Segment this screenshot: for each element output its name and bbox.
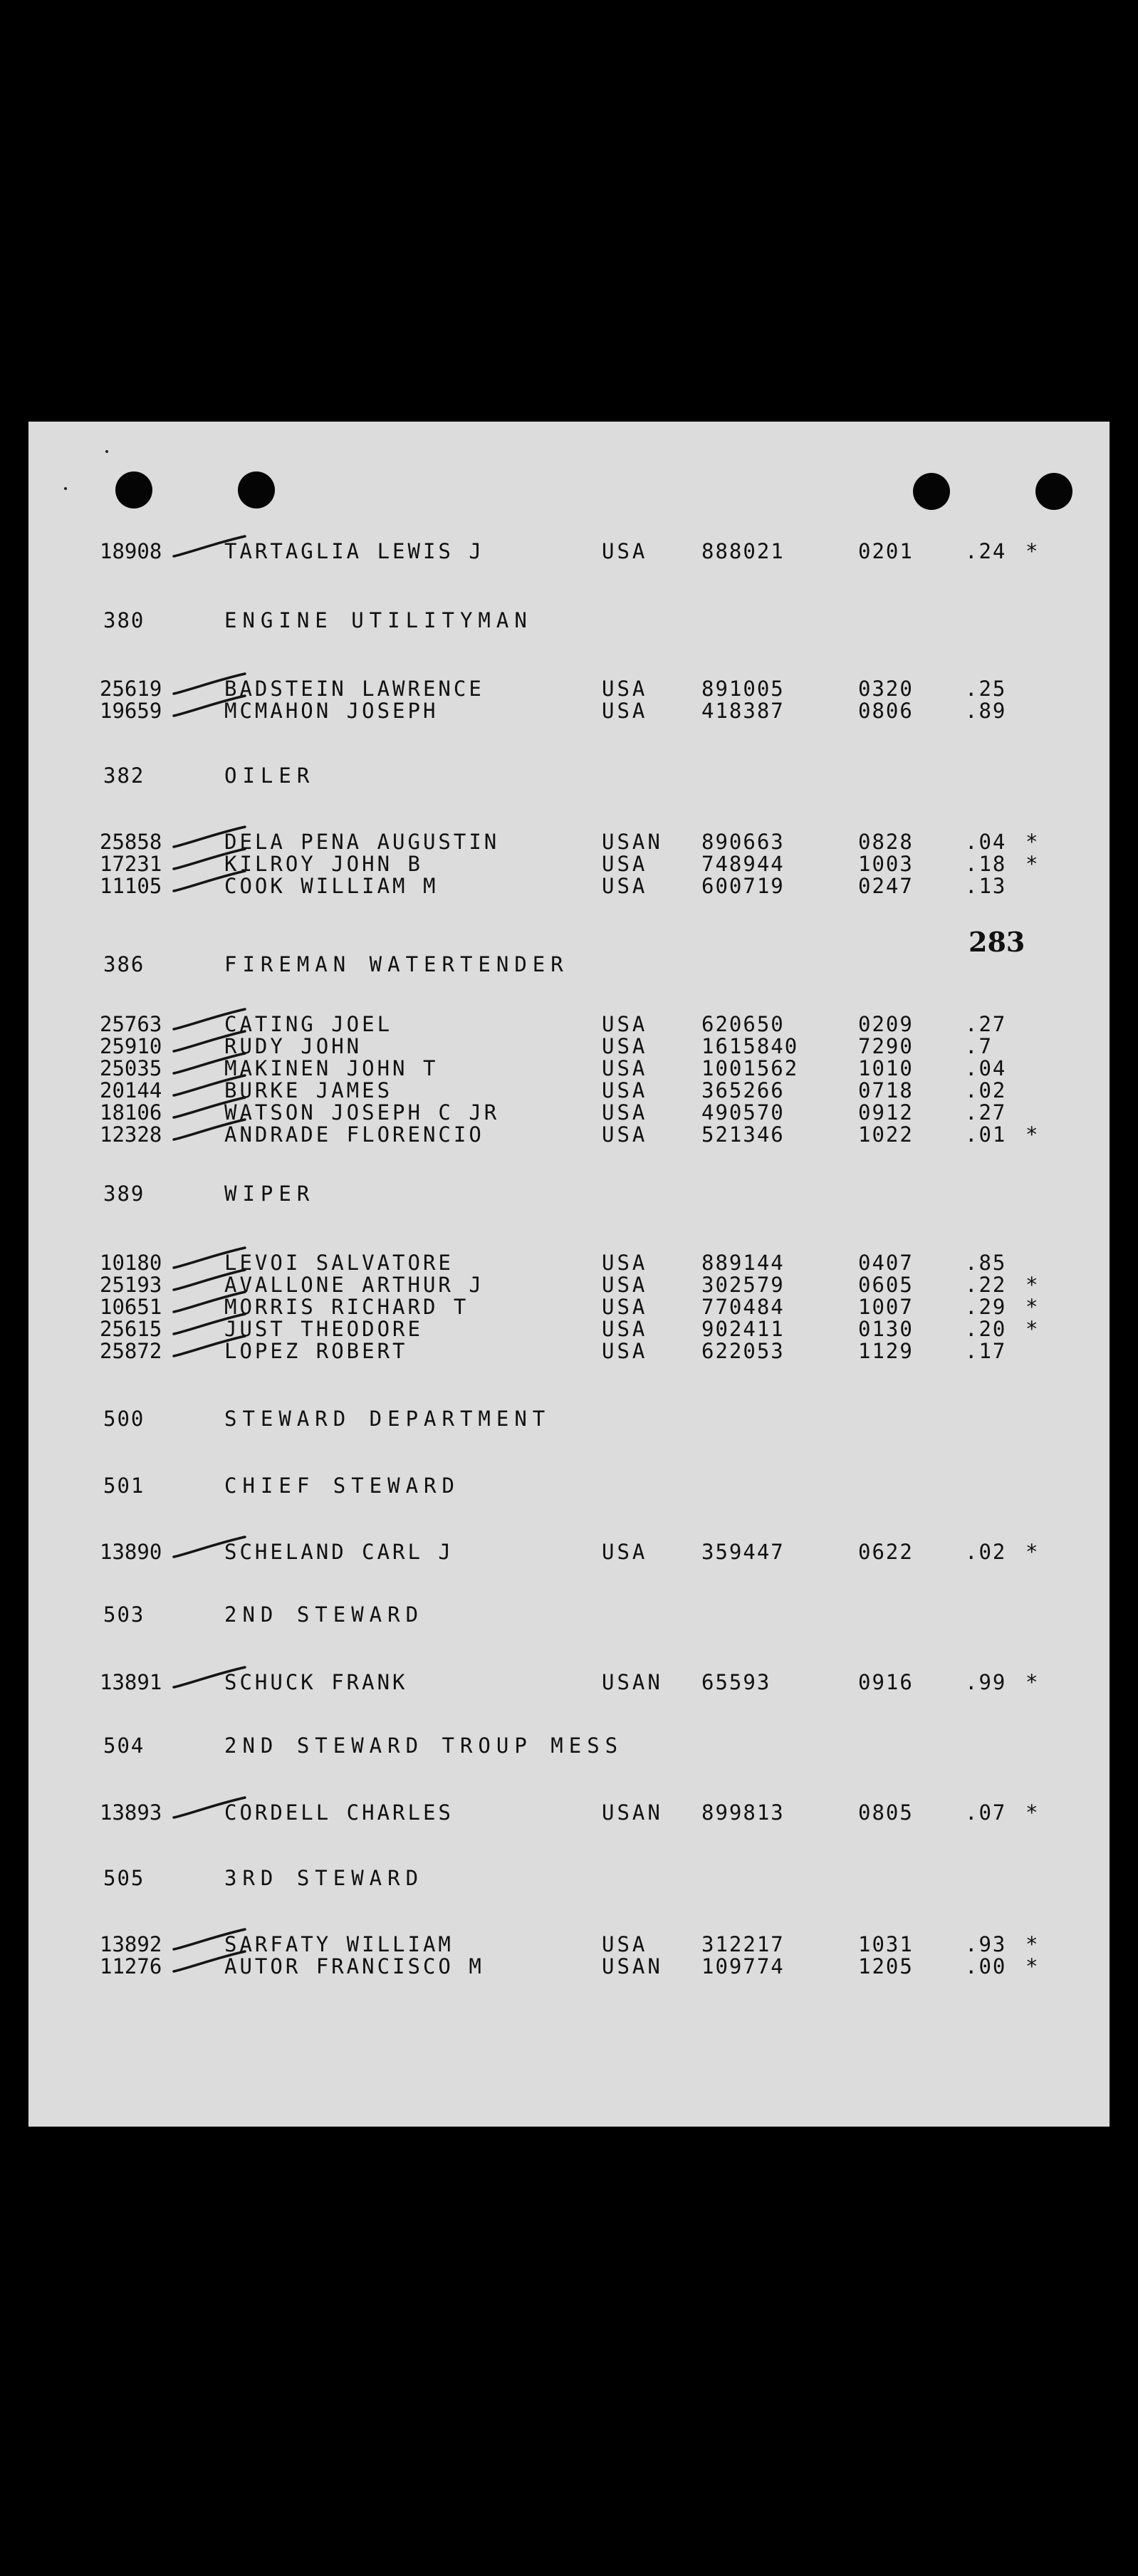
entry-id: 20144 [100,1078,162,1102]
entry-number: 109774 [701,1954,785,1978]
entry-number: 748944 [701,852,785,876]
entry-citizenship: USAN [602,1670,663,1694]
entry-date: 0201 [858,539,914,563]
entry-number: 888021 [701,539,785,563]
section-code: 503 [103,1602,145,1627]
entry-id: 12328 [100,1122,162,1147]
entry-citizenship: USA [602,874,648,898]
entry-star: * [1025,1273,1038,1297]
entry-name: COOK WILLIAM M [224,874,439,898]
entry-name: SCHELAND CARL J [224,1540,454,1564]
entry-rate: .04 [965,1056,1007,1080]
entry-name: BURKE JAMES [224,1078,393,1102]
entry-citizenship: USA [602,699,648,723]
entry-date: 1129 [858,1339,914,1363]
entry-name: TARTAGLIA LEWIS J [224,539,484,563]
entry-date: 0130 [858,1317,914,1341]
entry-citizenship: USA [602,1034,648,1058]
entry-name: SCHUCK FRANK [224,1670,408,1694]
entry-id: 13892 [100,1932,162,1956]
entry-star: * [1025,1954,1038,1978]
entry-id: 10180 [100,1251,162,1275]
entry-name: BADSTEIN LAWRENCE [224,677,484,701]
entry-name: JUST THEODORE [224,1317,423,1341]
entry-citizenship: USA [602,539,648,563]
entry-name: CORDELL CHARLES [224,1800,454,1825]
check-mark-icon [171,1664,249,1693]
entry-citizenship: USA [602,1317,648,1341]
section-code: 382 [103,763,145,788]
entry-name: AVALLONE ARTHUR J [224,1273,484,1297]
entry-number: 418387 [701,699,785,723]
entry-citizenship: USA [602,1339,648,1363]
entry-name: CATING JOEL [224,1012,393,1036]
entry-number: 65593 [701,1670,771,1694]
check-mark-icon [171,1117,249,1145]
entry-citizenship: USA [602,1273,648,1297]
entry-rate: .22 [965,1273,1007,1297]
entry-rate: .02 [965,1078,1007,1102]
section-code: 380 [103,608,145,632]
entry-star: * [1025,539,1038,563]
section-code: 504 [103,1733,145,1758]
entry-name: RUDY JOHN [224,1034,362,1058]
entry-number: 490570 [701,1100,785,1125]
section-code: 505 [103,1866,145,1890]
entry-name: DELA PENA AUGUSTIN [224,830,500,854]
entry-number: 899813 [701,1800,785,1825]
entry-number: 902411 [701,1317,785,1341]
section-title: FIREMAN WATERTENDER [224,952,569,976]
entry-name: MORRIS RICHARD T [224,1295,469,1319]
check-mark-icon [171,1949,249,1977]
check-mark-icon [171,1534,249,1563]
entry-name: LEVOI SALVATORE [224,1251,454,1275]
entry-date: 0247 [858,874,914,898]
entry-date: 7290 [858,1034,914,1058]
entry-rate: .24 [965,539,1007,563]
entry-citizenship: USA [602,1251,648,1275]
entry-citizenship: USA [602,677,648,701]
entry-id: 25872 [100,1339,162,1363]
entry-number: 1001562 [701,1056,799,1080]
entry-rate: .00 [965,1954,1007,1978]
entry-number: 890663 [701,830,785,854]
entry-date: 0828 [858,830,914,854]
entry-id: 25910 [100,1034,162,1058]
entry-rate: .85 [965,1251,1007,1275]
section-code: 386 [103,952,145,976]
entry-citizenship: USA [602,1540,648,1564]
entry-id: 11276 [100,1954,162,1978]
entry-number: 365266 [701,1078,785,1102]
entry-number: 620650 [701,1012,785,1036]
entry-rate: .02 [965,1540,1007,1564]
entry-citizenship: USA [602,1100,648,1125]
document-sheet [28,422,1110,2127]
entry-name: SARFATY WILLIAM [224,1932,454,1956]
entry-star: * [1025,1932,1038,1956]
crew-list [28,422,1110,2127]
entry-id: 25615 [100,1317,162,1341]
section-title: WIPER [224,1182,315,1206]
section-title: ENGINE UTILITYMAN [224,608,533,632]
entry-id: 25763 [100,1012,162,1036]
entry-number: 600719 [701,874,785,898]
entry-rate: .17 [965,1339,1007,1363]
entry-number: 889144 [701,1251,785,1275]
entry-star: * [1025,1670,1038,1694]
entry-number: 891005 [701,677,785,701]
check-mark-icon [171,1333,249,1362]
entry-star: * [1025,1540,1038,1564]
section-title: CHIEF STEWARD [224,1474,460,1498]
entry-date: 0605 [858,1273,914,1297]
page-number: 283 [969,926,1025,958]
entry-number: 622053 [701,1339,785,1363]
entry-date: 1003 [858,852,914,876]
entry-id: 13893 [100,1800,162,1825]
entry-date: 1022 [858,1122,914,1147]
entry-date: 1205 [858,1954,914,1978]
entry-date: 0912 [858,1100,914,1125]
entry-number: 1615840 [701,1034,799,1058]
entry-star: * [1025,852,1038,876]
entry-id: 25858 [100,830,162,854]
entry-citizenship: USAN [602,1800,663,1825]
entry-id: 10651 [100,1295,162,1319]
entry-citizenship: USA [602,1932,648,1956]
entry-id: 18106 [100,1100,162,1125]
entry-name: LOPEZ ROBERT [224,1339,408,1363]
entry-number: 770484 [701,1295,785,1319]
entry-rate: .93 [965,1932,1007,1956]
entry-date: 1031 [858,1932,914,1956]
check-mark-icon [171,1795,249,1823]
entry-citizenship: USA [602,1122,648,1147]
entry-date: 1010 [858,1056,914,1080]
entry-name: MAKINEN JOHN T [224,1056,439,1080]
entry-id: 19659 [100,699,162,723]
entry-date: 0622 [858,1540,914,1564]
entry-id: 25193 [100,1273,162,1297]
check-mark-icon [171,693,249,721]
section-title: 2ND STEWARD [224,1602,424,1627]
entry-number: 521346 [701,1122,785,1147]
section-code: 501 [103,1474,145,1498]
section-title: 3RD STEWARD [224,1866,424,1890]
section-title: STEWARD DEPARTMENT [224,1407,551,1431]
section-title: OILER [224,763,315,788]
entry-rate: .20 [965,1317,1007,1341]
entry-name: WATSON JOSEPH C JR [224,1100,500,1125]
entry-citizenship: USA [602,1078,648,1102]
entry-rate: .13 [965,874,1007,898]
entry-rate: .04 [965,830,1007,854]
entry-id: 13890 [100,1540,162,1564]
entry-id: 13891 [100,1670,162,1694]
entry-rate: .7 [965,1034,993,1058]
entry-date: 0407 [858,1251,914,1275]
entry-id: 25035 [100,1056,162,1080]
entry-star: * [1025,1800,1038,1825]
entry-name: MCMAHON JOSEPH [224,699,439,723]
entry-citizenship: USA [602,1295,648,1319]
entry-citizenship: USAN [602,830,663,854]
entry-number: 359447 [701,1540,785,1564]
entry-date: 0320 [858,677,914,701]
check-mark-icon [171,868,249,897]
entry-number: 312217 [701,1932,785,1956]
section-code: 389 [103,1182,145,1206]
entry-citizenship: USA [602,1056,648,1080]
entry-id: 11105 [100,874,162,898]
entry-star: * [1025,1295,1038,1319]
entry-rate: .18 [965,852,1007,876]
entry-name: KILROY JOHN B [224,852,423,876]
entry-star: * [1025,830,1038,854]
entry-date: 0916 [858,1670,914,1694]
entry-date: 0805 [858,1800,914,1825]
entry-star: * [1025,1122,1038,1147]
entry-date: 0718 [858,1078,914,1102]
entry-number: 302579 [701,1273,785,1297]
entry-rate: .07 [965,1800,1007,1825]
entry-rate: .27 [965,1012,1007,1036]
entry-citizenship: USAN [602,1954,663,1978]
entry-rate: .27 [965,1100,1007,1125]
entry-star: * [1025,1317,1038,1341]
entry-id: 18908 [100,539,162,563]
entry-date: 0209 [858,1012,914,1036]
entry-id: 25619 [100,677,162,701]
section-title: 2ND STEWARD TROUP MESS [224,1733,624,1758]
entry-rate: .99 [965,1670,1007,1694]
entry-citizenship: USA [602,852,648,876]
entry-rate: .25 [965,677,1007,701]
entry-name: ANDRADE FLORENCIO [224,1122,484,1147]
check-mark-icon [171,533,249,562]
entry-citizenship: USA [602,1012,648,1036]
entry-id: 17231 [100,852,162,876]
entry-date: 1007 [858,1295,914,1319]
entry-name: AUTOR FRANCISCO M [224,1954,484,1978]
entry-rate: .29 [965,1295,1007,1319]
entry-date: 0806 [858,699,914,723]
entry-rate: .01 [965,1122,1007,1147]
entry-rate: .89 [965,699,1007,723]
section-code: 500 [103,1407,145,1431]
